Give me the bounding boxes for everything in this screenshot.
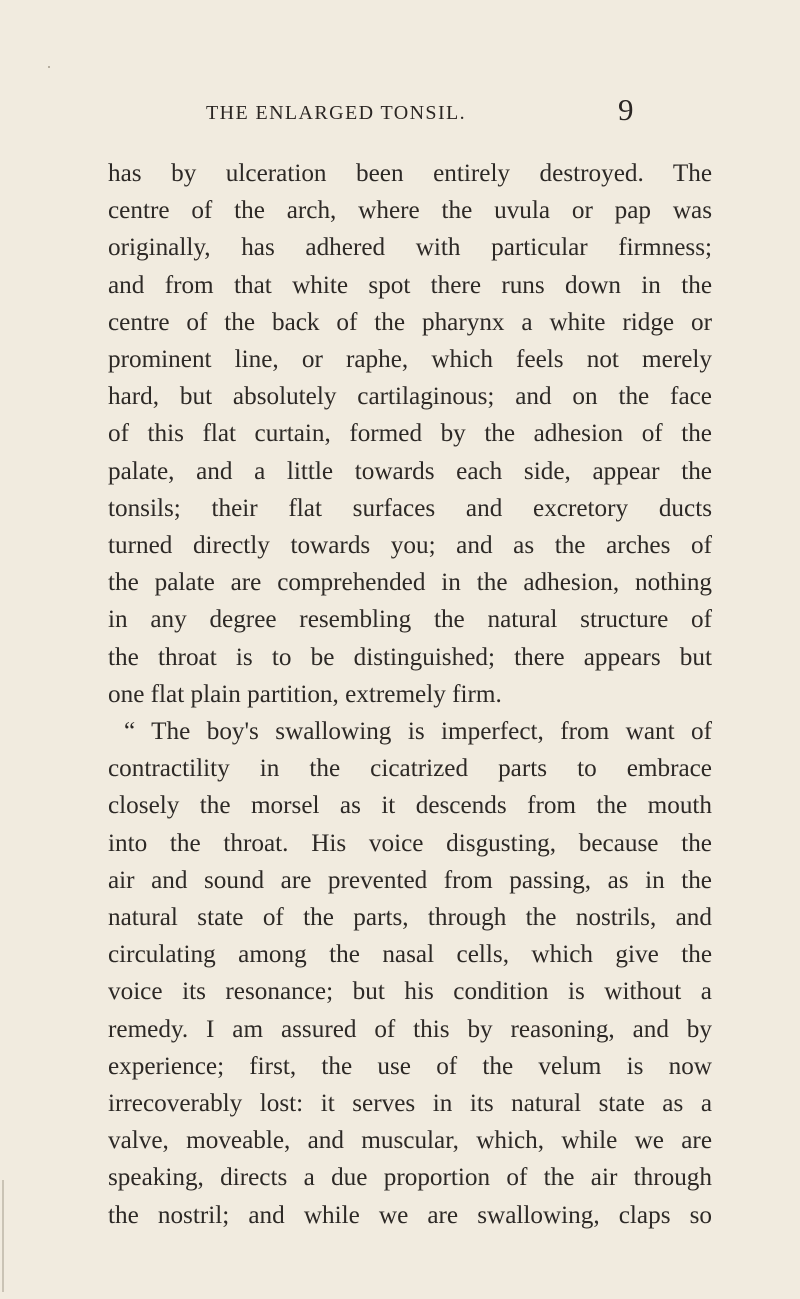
text-line: closely the morsel as it descends from the mouth <box>108 792 712 820</box>
text-line: prominent line, or raphe, which feels not merely <box>108 346 712 374</box>
text-line: experience; first, the use of the velum is now <box>108 1052 712 1080</box>
text-line: the throat is to be distinguished; there appears but <box>108 643 712 671</box>
text-line: originally, has adhered with particular firmness; <box>108 234 712 262</box>
text-line: valve, moveable, and muscular, which, while we are <box>108 1127 712 1155</box>
text-line: centre of the back of the pharynx a white ridge or <box>108 308 712 336</box>
text-line: voice its resonance; but his condition is without a <box>108 978 712 1006</box>
text-line: has by ulceration been entirely destroyed. The <box>108 160 712 187</box>
text-line: the nostril; and while we are swallowing, claps so <box>108 1201 712 1229</box>
body-text <box>108 155 712 1234</box>
text-line: the palate are comprehended in the adhesion, nothing <box>108 569 712 597</box>
paper-speck <box>48 66 50 68</box>
text-line: air and sound are prevented from passing, as in the <box>108 866 712 894</box>
text-line: speaking, directs a due proportion of the air through <box>108 1164 712 1192</box>
text-line: natural state of the parts, through the nostrils, and <box>108 904 712 932</box>
paragraph-end-line: one flat plain partition, extremely firm. <box>108 680 502 708</box>
text-line: contractility in the cicatrized parts to embrace <box>108 755 712 783</box>
page-number: 9 <box>618 92 634 127</box>
text-line: tonsils; their flat surfaces and excretory ducts <box>108 494 712 522</box>
text-line: circulating among the nasal cells, which give the <box>108 941 712 969</box>
text-line: in any degree resembling the natural structure of <box>108 606 712 634</box>
running-head: THE ENLARGED TONSIL. <box>206 102 467 124</box>
text-line: into the throat. His voice disgusting, because the <box>108 829 712 857</box>
page-header <box>0 92 800 132</box>
margin-edge-mark <box>2 1180 4 1292</box>
text-line: turned directly towards you; and as the arches of <box>108 532 712 560</box>
text-line: and from that white spot there runs down in the <box>108 271 712 299</box>
text-line: centre of the arch, where the uvula or pap was <box>108 197 712 225</box>
text-line: hard, but absolutely cartilaginous; and on the face <box>108 383 712 411</box>
text-line: remedy. I am assured of this by reasoning, and by <box>108 1015 712 1043</box>
text-line: of this flat curtain, formed by the adhesion of the <box>108 420 712 448</box>
text-line: palate, and a little towards each side, appear the <box>108 457 712 485</box>
paragraph-start-line: “ The boy's swallowing is imperfect, from want of <box>124 718 712 746</box>
text-line: irrecoverably lost: it serves in its natural state as a <box>108 1090 712 1118</box>
